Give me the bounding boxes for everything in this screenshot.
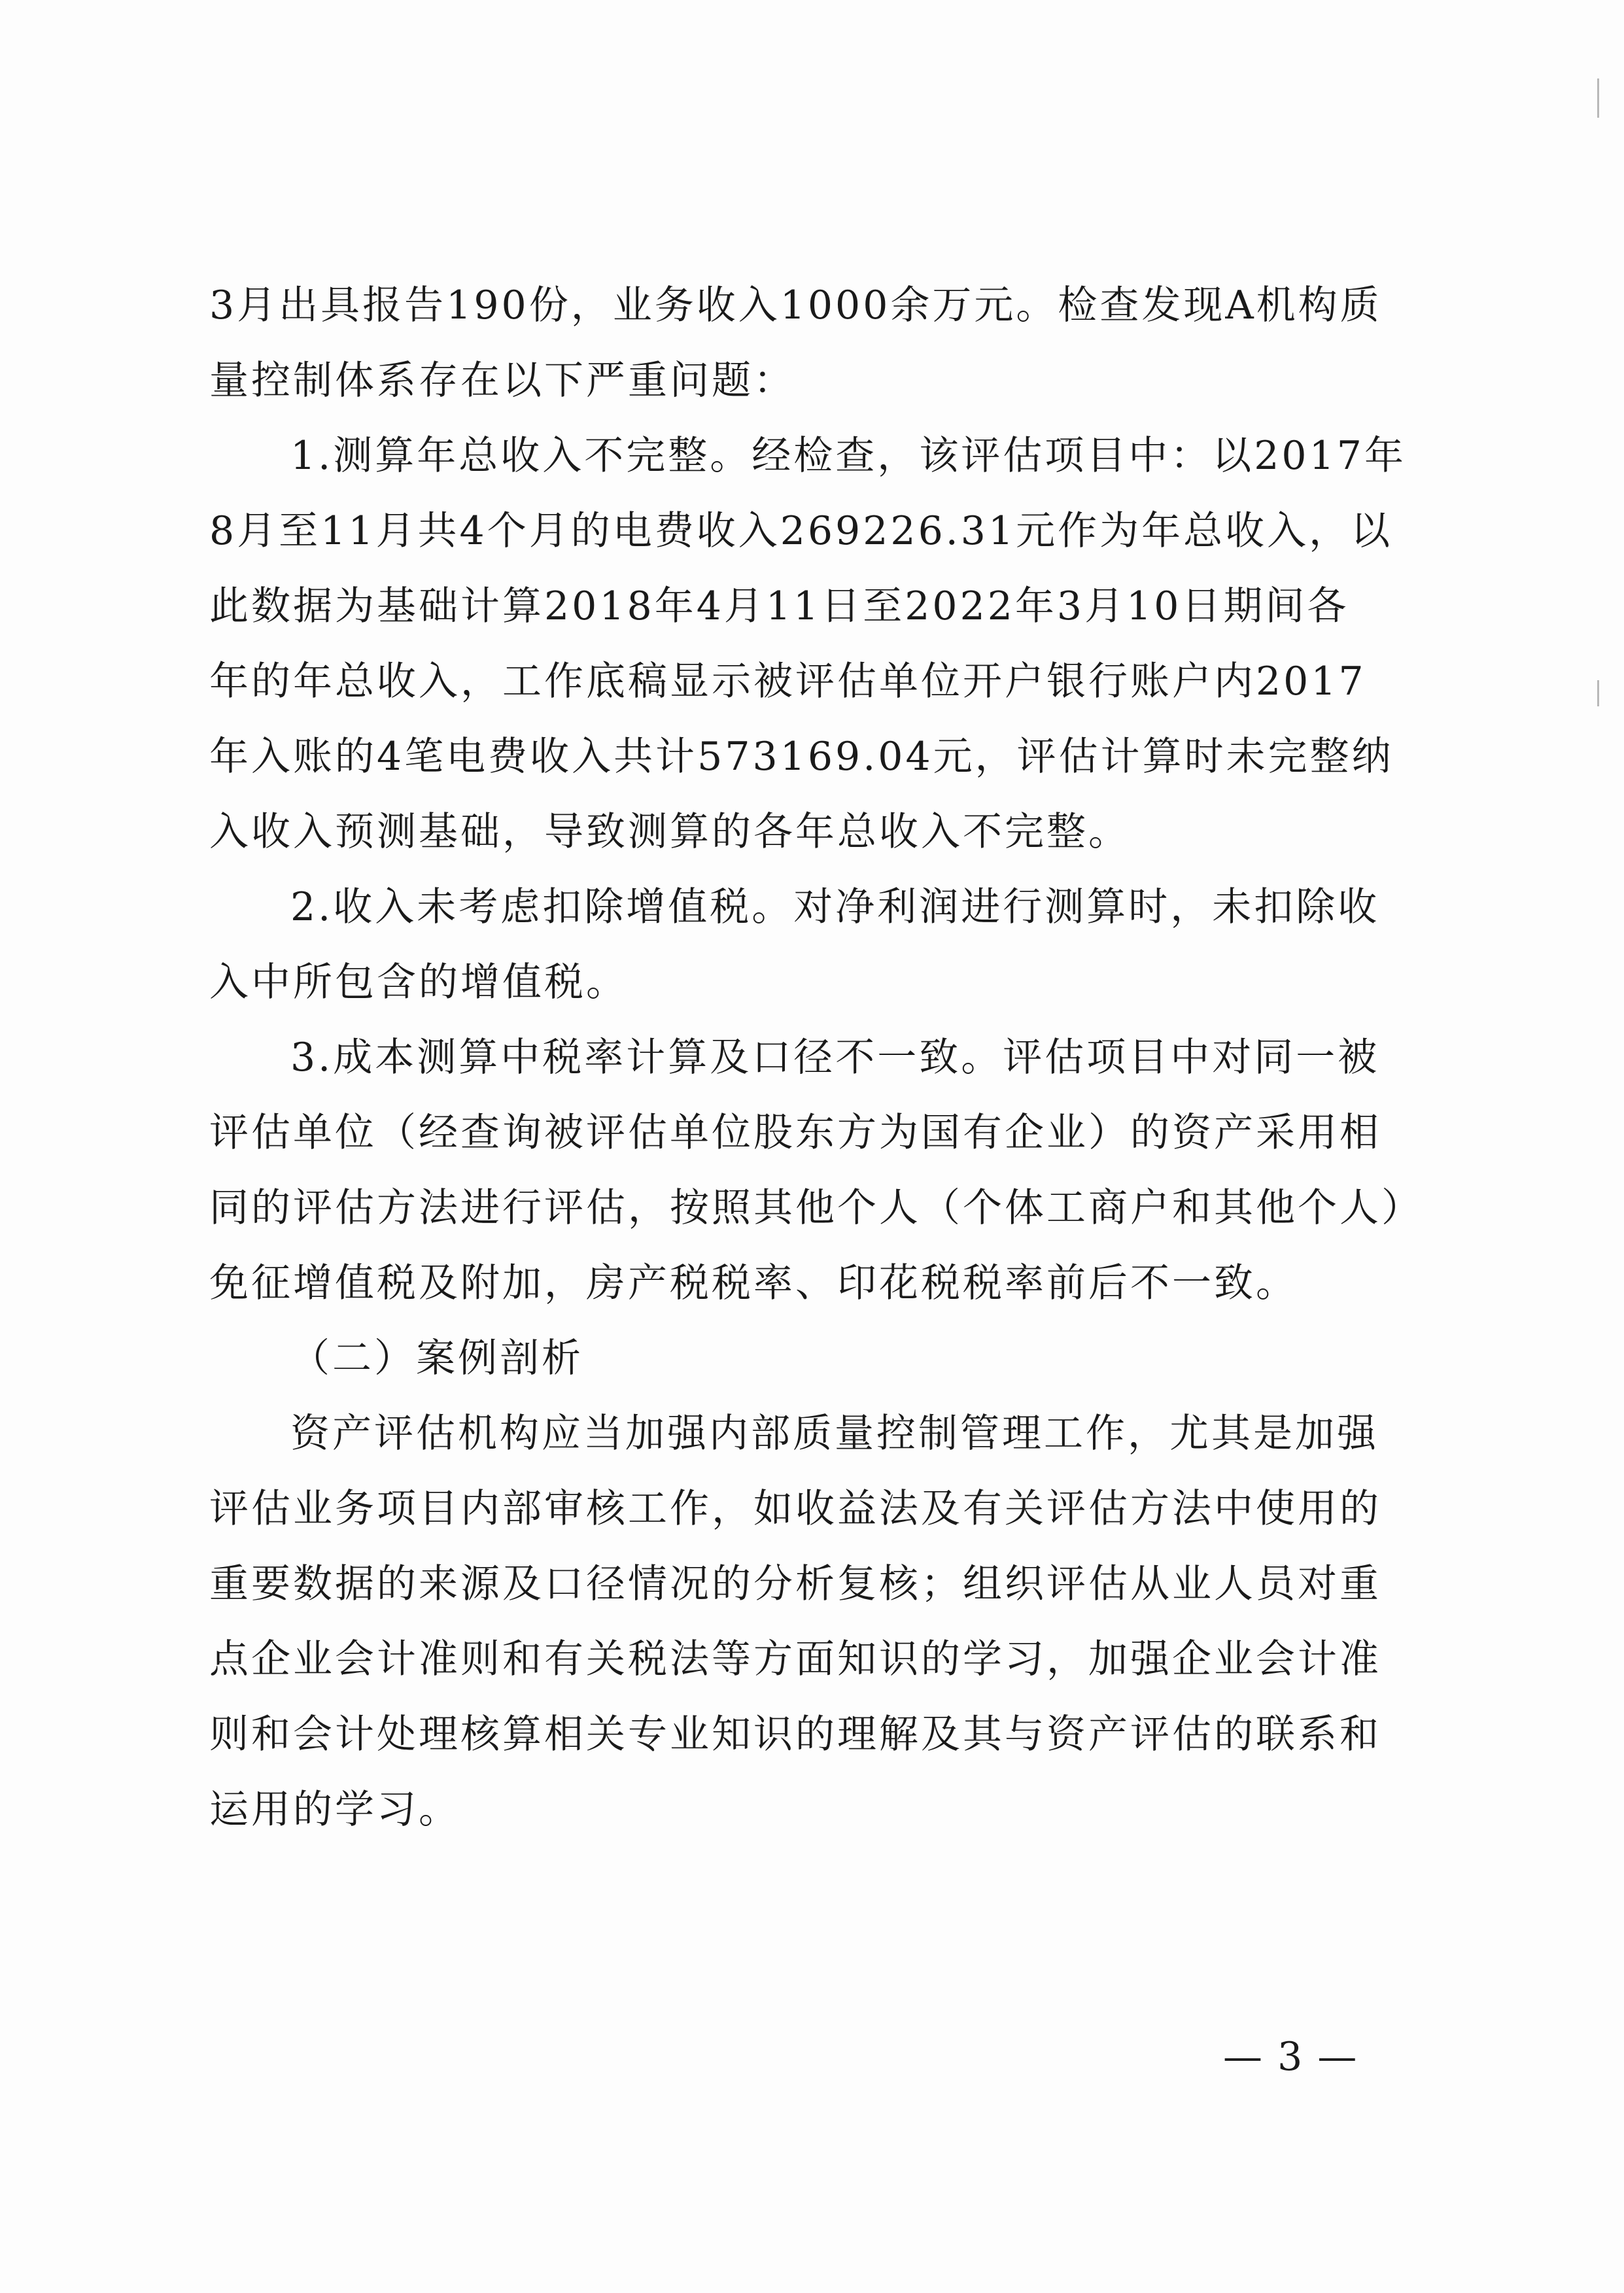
- text-line: 同的评估方法进行评估，按照其他个人（个体工商户和其他个人）: [209, 1185, 1423, 1231]
- intro-paragraph: [209, 268, 1387, 419]
- text-line: 年的年总收入，工作底稿显示被评估单位开户银行账户内2017: [209, 659, 1366, 704]
- text-line: 重要数据的来源及口径情况的分析复核；组织评估从业人员对重: [209, 1561, 1381, 1607]
- issue-item-1: [209, 419, 1406, 870]
- text-line: 则和会计处理核算相关专业知识的理解及其与资产评估的联系和: [209, 1712, 1381, 1757]
- issue-item-2: [209, 870, 1387, 1020]
- text-line: 年入账的4笔电费收入共计573169.04元，评估计算时未完整纳: [209, 734, 1394, 780]
- text-line: 2.收入未考虑扣除增值税。对净利润进行测算时，未扣除收: [290, 884, 1380, 930]
- text-line: 3.成本测算中税率计算及口径不一致。评估项目中对同一被: [290, 1035, 1380, 1080]
- text-line: 点企业会计准则和有关税法等方面知识的学习，加强企业会计准: [209, 1636, 1381, 1682]
- analysis-paragraph: [209, 1396, 1387, 1848]
- text-line: 3月出具报告190份，业务收入1000余万元。检查发现A机构质: [209, 283, 1382, 328]
- scan-edge-mark: [1597, 680, 1599, 706]
- text-line: 8月至11月共4个月的电费收入269226.31元作为年总收入，以: [209, 508, 1393, 554]
- text-line: 评估业务项目内部审核工作，如收益法及有关评估方法中使用的: [209, 1486, 1381, 1532]
- text-line: 量控制体系存在以下严重问题：: [209, 358, 795, 404]
- text-line: 此数据为基础计算2018年4月11日至2022年3月10日期间各: [209, 583, 1349, 629]
- issue-item-3: [209, 1020, 1423, 1321]
- page-number: — 3 —: [1223, 2034, 1358, 2080]
- text-line: 资产评估机构应当加强内部质量控制管理工作，尤其是加强: [290, 1411, 1379, 1457]
- scan-edge-mark: [1597, 78, 1599, 118]
- text-line: 入收入预测基础，导致测算的各年总收入不完整。: [209, 809, 1130, 855]
- text-line: 免征增值税及附加，房产税税率、印花税税率前后不一致。: [209, 1260, 1298, 1306]
- text-line: 1.测算年总收入不完整。经检查，该评估项目中：以2017年: [290, 433, 1406, 479]
- text-line: 入中所包含的增值税。: [209, 959, 628, 1005]
- document-body: [209, 268, 1423, 1848]
- text-line: 运用的学习。: [209, 1787, 460, 1833]
- section-heading: （二）案例剖析: [290, 1336, 583, 1381]
- text-line: 评估单位（经查询被评估单位股东方为国有企业）的资产采用相: [209, 1110, 1381, 1156]
